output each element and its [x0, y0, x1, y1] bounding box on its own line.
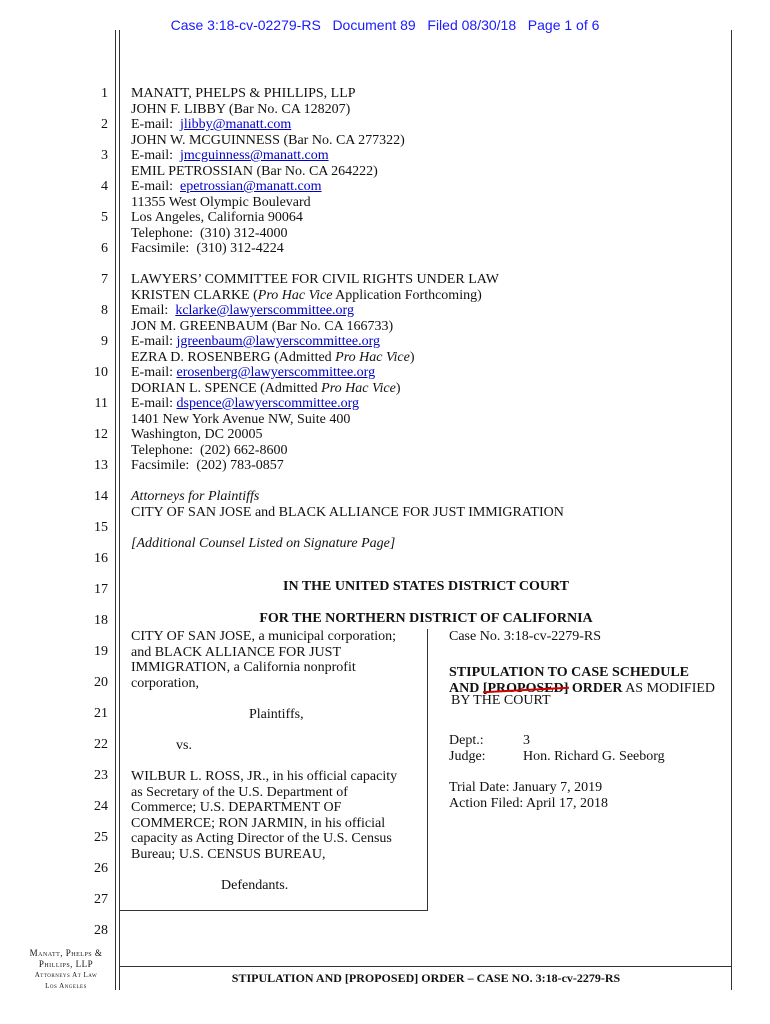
left-margin-rule-outer — [115, 30, 116, 990]
counsel-line — [131, 365, 499, 381]
line-number: 24 — [94, 799, 108, 814]
left-margin-rule-inner — [119, 30, 120, 990]
caption-plaintiff-line: IMMIGRATION, a California nonprofit — [131, 660, 356, 675]
email-link[interactable]: jmcguinness@manatt.com — [180, 148, 329, 163]
email-label: E-mail: — [131, 365, 177, 380]
line-number: 3 — [101, 148, 108, 163]
defendants-label: Defendants. — [221, 878, 289, 893]
email-label: E-mail: — [131, 396, 177, 411]
dept-label: Dept.: — [449, 733, 484, 748]
line-number: 14 — [94, 489, 108, 504]
line-number: 28 — [94, 923, 108, 938]
caption-defendant-line: capacity as Acting Director of the U.S. Census — [131, 831, 392, 846]
line-number: 23 — [94, 768, 108, 783]
counsel-line — [131, 412, 499, 428]
additional-counsel-note: [Additional Counsel Listed on Signature Page] — [131, 536, 396, 551]
email-link[interactable]: epetrossian@manatt.com — [180, 179, 322, 194]
trial-date: Trial Date: January 7, 2019 — [449, 780, 603, 795]
judge-value: Hon. Richard G. Seeborg — [523, 749, 665, 764]
counsel-text: JOHN W. MCGUINNESS (Bar No. CA 277322) — [131, 132, 405, 148]
counsel-line — [131, 102, 405, 118]
counsel-text: MANATT, PHELPS & PHILLIPS, LLP — [131, 86, 356, 101]
email-label: E-mail: — [131, 117, 180, 132]
counsel-text: EZRA D. ROSENBERG (Admitted — [131, 349, 336, 365]
line-number: 13 — [94, 458, 108, 473]
ecf-header: Case 3:18-cv-02279-RS Document 89 Filed 08/30/18 Page 1 of 6 — [170, 17, 600, 33]
line-number: 1 — [101, 86, 108, 101]
line-number: 4 — [101, 179, 108, 194]
line-number: 8 — [101, 303, 108, 318]
document-title-line-1: STIPULATION TO CASE SCHEDULE — [449, 665, 690, 680]
dept-value: 3 — [523, 733, 530, 748]
document-title-line-3: BY THE COURT — [451, 693, 551, 708]
counsel-line — [131, 133, 405, 149]
counsel-text: Facsimile: (310) 312-4224 — [131, 241, 284, 256]
footer-firm — [18, 948, 114, 992]
caption-defendant-line: COMMERCE; RON JARMIN, in his official — [131, 815, 386, 831]
counsel-text: Facsimile: (202) 783-0857 — [131, 458, 284, 473]
counsel-text: 11355 West Olympic Boulevard — [131, 194, 311, 210]
counsel-line — [131, 117, 405, 133]
line-number: 5 — [101, 210, 108, 225]
versus-label: vs. — [176, 738, 192, 753]
judge-label: Judge: — [449, 749, 486, 764]
counsel-line — [131, 319, 499, 335]
caption-divider — [427, 629, 428, 910]
counsel-text: LAWYERS’ COMMITTEE FOR CIVIL RIGHTS UNDER LAW — [131, 272, 499, 287]
counsel-line — [131, 381, 499, 397]
title-struck-proposed: [PROPOSED] — [482, 681, 569, 696]
counsel-line — [131, 288, 499, 304]
counsel-line — [131, 443, 499, 459]
caption-plaintiff-line: corporation, — [131, 675, 200, 691]
line-number: 16 — [94, 551, 108, 566]
footer-firm-line-1: Manatt, Phelps & — [29, 948, 103, 958]
counsel-line — [131, 86, 405, 102]
caption-plaintiff-line: and BLACK ALLIANCE FOR JUST — [131, 644, 342, 660]
court-name: IN THE UNITED STATES DISTRICT COURT — [283, 579, 569, 594]
counsel-text: 1401 New York Avenue NW, Suite 400 — [131, 411, 351, 427]
email-link[interactable]: erosenberg@lawyerscommittee.org — [176, 365, 376, 380]
counsel-text: Los Angeles, California 90064 — [131, 210, 303, 225]
right-margin-rule — [731, 30, 732, 990]
counsel-block-lawyers-committee — [131, 272, 499, 474]
email-link[interactable]: jlibby@manatt.com — [180, 117, 292, 132]
counsel-line — [131, 272, 499, 288]
line-number: 18 — [94, 613, 108, 628]
caption-defendant-line: WILBUR L. ROSS, JR., in his official capacity — [131, 769, 398, 784]
email-label: Email: — [131, 303, 176, 318]
line-number: 25 — [94, 830, 108, 845]
title-modified: AS MODIFIED — [622, 681, 716, 696]
line-number: 26 — [94, 861, 108, 876]
counsel-line — [131, 226, 405, 242]
counsel-italic: Pro Hac Vice — [257, 287, 333, 303]
attorneys-for-label: Attorneys for Plaintiffs — [131, 489, 260, 504]
footer-title: STIPULATION AND [PROPOSED] ORDER – CASE NO. 3:18-cv-2279-RS — [231, 971, 621, 985]
line-number: 11 — [94, 396, 108, 411]
counsel-text: JON M. GREENBAUM (Bar No. CA 166733) — [131, 318, 394, 334]
case-number: Case No. 3:18-cv-2279-RS — [449, 629, 602, 644]
counsel-line — [131, 303, 499, 319]
counsel-line — [131, 427, 499, 443]
counsel-line — [131, 164, 405, 180]
plaintiffs-label: Plaintiffs, — [249, 707, 304, 722]
counsel-line — [131, 458, 499, 474]
counsel-line — [131, 350, 499, 366]
counsel-line — [131, 195, 405, 211]
counsel-text-after: ) — [409, 349, 415, 365]
counsel-block-manatt — [131, 86, 405, 257]
line-number: 20 — [94, 675, 108, 690]
title-and: AND — [449, 681, 483, 696]
caption-bottom-rule — [120, 910, 428, 911]
line-number: 6 — [101, 241, 108, 256]
footer-rule — [120, 966, 732, 967]
line-number: 22 — [94, 737, 108, 752]
line-number: 9 — [101, 334, 108, 349]
counsel-text-after: Application Forthcoming) — [332, 287, 482, 303]
footer-firm-line-2: Phillips, LLP — [38, 959, 94, 969]
caption-defendant-line: Commerce; U.S. DEPARTMENT OF — [131, 800, 342, 815]
caption-defendant-line: Bureau; U.S. CENSUS BUREAU, — [131, 846, 326, 862]
counsel-text: EMIL PETROSSIAN (Bar No. CA 264222) — [131, 163, 378, 179]
counsel-text: DORIAN L. SPENCE (Admitted — [131, 380, 322, 396]
email-label: E-mail: — [131, 334, 177, 349]
counsel-text: Telephone: (202) 662-8600 — [131, 442, 288, 458]
line-number: 7 — [101, 272, 108, 287]
email-label: E-mail: — [131, 179, 180, 194]
caption-defendant-line: as Secretary of the U.S. Department of — [131, 784, 348, 800]
caption-plaintiff-line: CITY OF SAN JOSE, a municipal corporation; — [131, 629, 397, 644]
email-link[interactable]: jgreenbaum@lawyerscommittee.org — [176, 334, 381, 349]
caption-defendants — [131, 769, 397, 862]
counsel-text: JOHN F. LIBBY (Bar No. CA 128207) — [131, 101, 351, 117]
counsel-line — [131, 241, 405, 257]
action-filed: Action Filed: April 17, 2018 — [449, 796, 609, 811]
counsel-line — [131, 148, 405, 164]
line-number: 21 — [94, 706, 108, 721]
counsel-text: Washington, DC 20005 — [131, 427, 263, 442]
counsel-text-after: ) — [395, 380, 401, 396]
footer-firm-line-3: Attorneys At Law — [34, 971, 98, 979]
line-number: 17 — [94, 582, 108, 597]
district-name: FOR THE NORTHERN DISTRICT OF CALIFORNIA — [259, 611, 593, 626]
counsel-italic: Pro Hac Vice — [321, 380, 396, 396]
email-link[interactable]: dspence@lawyerscommittee.org — [176, 396, 360, 411]
line-number: 2 — [101, 117, 108, 132]
email-link[interactable]: kclarke@lawyerscommittee.org — [175, 303, 354, 318]
plaintiffs-line: CITY OF SAN JOSE and BLACK ALLIANCE FOR JUST IMMIGRATION — [131, 505, 564, 520]
title-order: ORDER — [568, 681, 623, 696]
counsel-line — [131, 179, 405, 195]
counsel-line — [131, 334, 499, 350]
counsel-text: KRISTEN CLARKE ( — [131, 287, 258, 303]
line-number: 19 — [94, 644, 108, 659]
counsel-text: Telephone: (310) 312-4000 — [131, 225, 288, 241]
line-number: 27 — [94, 892, 108, 907]
counsel-italic: Pro Hac Vice — [335, 349, 410, 365]
email-label: E-mail: — [131, 148, 180, 163]
counsel-line — [131, 210, 405, 226]
line-number: 12 — [94, 427, 108, 442]
line-number: 15 — [94, 520, 108, 535]
caption-plaintiffs — [131, 629, 396, 691]
footer-firm-line-4: Los Angeles — [45, 982, 87, 990]
counsel-line — [131, 396, 499, 412]
line-number: 10 — [94, 365, 108, 380]
